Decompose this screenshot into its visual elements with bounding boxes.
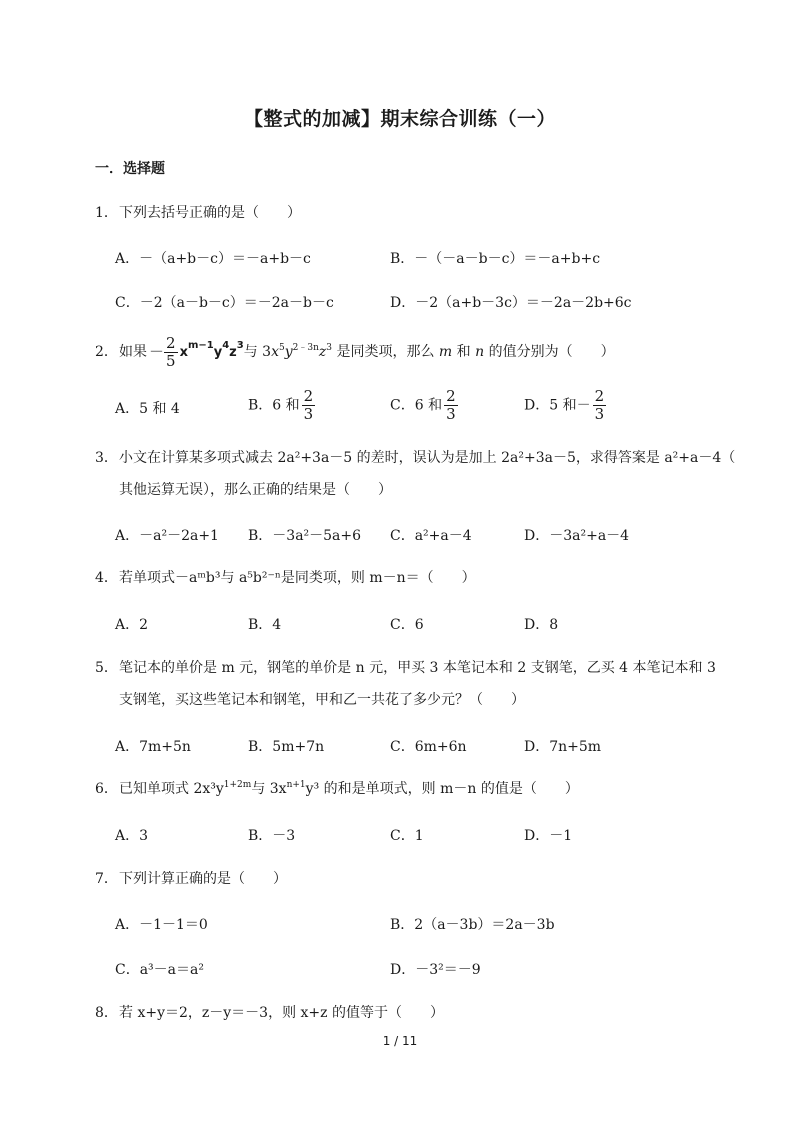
q7-option-a: A．－1－1＝0 bbox=[115, 917, 208, 933]
q1-option-b: B．－（－a－b－c）＝－a+b+c bbox=[390, 251, 601, 267]
question-1 bbox=[95, 203, 301, 223]
q1-option-a: A．－（a+b－c）＝－a+b－c bbox=[115, 251, 311, 267]
question-text: 小文在计算某多项式减去 2a²+3a－5 的差时，误认为是加上 2a²+3a－5，求得答案是 a²+a－4（ bbox=[119, 450, 736, 466]
q2-option-a: A．5 和 4 bbox=[115, 401, 180, 417]
question-text: 笔记本的单价是 m 元，钢笔的单价是 n 元，甲买 3 本笔记本和 2 支钢笔，乙买 4 本笔记本和 3 bbox=[119, 660, 716, 676]
question-text: 下列去括号正确的是（ ） bbox=[119, 205, 301, 221]
q2-option-d: D．5 和－ $\frac{2}{3}$ bbox=[524, 387, 605, 423]
q5-option-c: C．6m+6n bbox=[390, 739, 467, 755]
q5-option-a: A．7m+5n bbox=[115, 739, 191, 755]
q4-option-b: B．4 bbox=[248, 617, 282, 633]
section-heading: 一．选择题 bbox=[95, 161, 165, 177]
question-7 bbox=[95, 869, 287, 889]
page-title: 【整式的加减】期末综合训练（一） bbox=[243, 108, 556, 130]
question-number: 4． bbox=[95, 570, 118, 586]
question-4 bbox=[95, 568, 476, 588]
question-number: 3． bbox=[95, 450, 118, 466]
question-3 bbox=[95, 448, 735, 468]
q3-option-b: B．－3a²－5a+6 bbox=[248, 528, 362, 544]
question-3-line-2: 其他运算无误），那么正确的结果是（ ） bbox=[119, 482, 392, 498]
q4-option-a: A．2 bbox=[115, 617, 149, 633]
q3-option-d: D．－3a²+a－4 bbox=[524, 528, 630, 544]
question-number: 1． bbox=[95, 205, 118, 221]
question-number: 5． bbox=[95, 660, 118, 676]
q7-option-b: B．2（a－3b）＝2a－3b bbox=[390, 917, 555, 933]
q6-option-b: B．－3 bbox=[248, 828, 296, 844]
question-number: 2． bbox=[95, 344, 118, 360]
q1-option-d: D．－2（a+b－3c）＝－2a－2b+6c bbox=[390, 295, 632, 311]
question-5-line-2: 支钢笔，买这些笔记本和钢笔，甲和乙一共花了多少元？（ ） bbox=[119, 692, 525, 708]
question-text: 如果 bbox=[119, 344, 147, 360]
question-number: 6． bbox=[95, 781, 118, 797]
question-text: 若 x+y＝2，z－y＝－3，则 x+z 的值等于（ ） bbox=[119, 1005, 444, 1021]
q5-option-d: D．7n+5m bbox=[524, 739, 602, 755]
q3-option-c: C．a²+a－4 bbox=[390, 528, 472, 544]
q2-option-c: C．6 和 $\frac{2}{3}$ bbox=[390, 387, 456, 423]
q7-option-c: C．a³－a＝a² bbox=[115, 962, 204, 978]
q5-option-b: B．5m+7n bbox=[248, 739, 325, 755]
q4-option-d: D．8 bbox=[524, 617, 559, 633]
q6-option-a: A．3 bbox=[115, 828, 149, 844]
q6-option-c: C．1 bbox=[390, 828, 424, 844]
fraction: － $\frac{2}{5}$ bbox=[149, 333, 176, 370]
question-2: 2．如果 － $\frac{2}{5}$ $x^{m-1}y^4z^3$与 $3x^5y^{2﹣3n}z^3$ 是同类项，那么 m 和 n 的值分别为（ ） bbox=[95, 332, 615, 373]
q7-option-d: D．－3²＝－9 bbox=[390, 962, 481, 978]
question-number: 7． bbox=[95, 871, 118, 887]
q4-option-c: C．6 bbox=[390, 617, 424, 633]
q1-option-c: C．－2（a－b－c）＝－2a－b－c bbox=[115, 295, 334, 311]
question-6: 6．已知单项式 $2x^3y^{1+2m}$与 $3x^{n+1}y^3$ 的和是单项式，则 m－n 的值是（ ） bbox=[95, 780, 579, 797]
question-number: 8． bbox=[95, 1005, 118, 1021]
question-8 bbox=[95, 1003, 444, 1023]
question-text: 下列计算正确的是（ ） bbox=[119, 871, 287, 887]
question-5 bbox=[95, 658, 716, 678]
q3-option-a: A．－a²－2a+1 bbox=[115, 528, 219, 544]
page-number: 1 / 11 bbox=[382, 1034, 418, 1048]
question-text: 已知单项式 2x³y bbox=[119, 781, 224, 797]
q2-option-b: B．6 和 $\frac{2}{3}$ bbox=[248, 387, 314, 423]
question-text: 若单项式－aᵐb³与 a⁵b²⁻ⁿ是同类项，则 m－n＝（ ） bbox=[119, 570, 476, 586]
q6-option-d: D．－1 bbox=[524, 828, 573, 844]
